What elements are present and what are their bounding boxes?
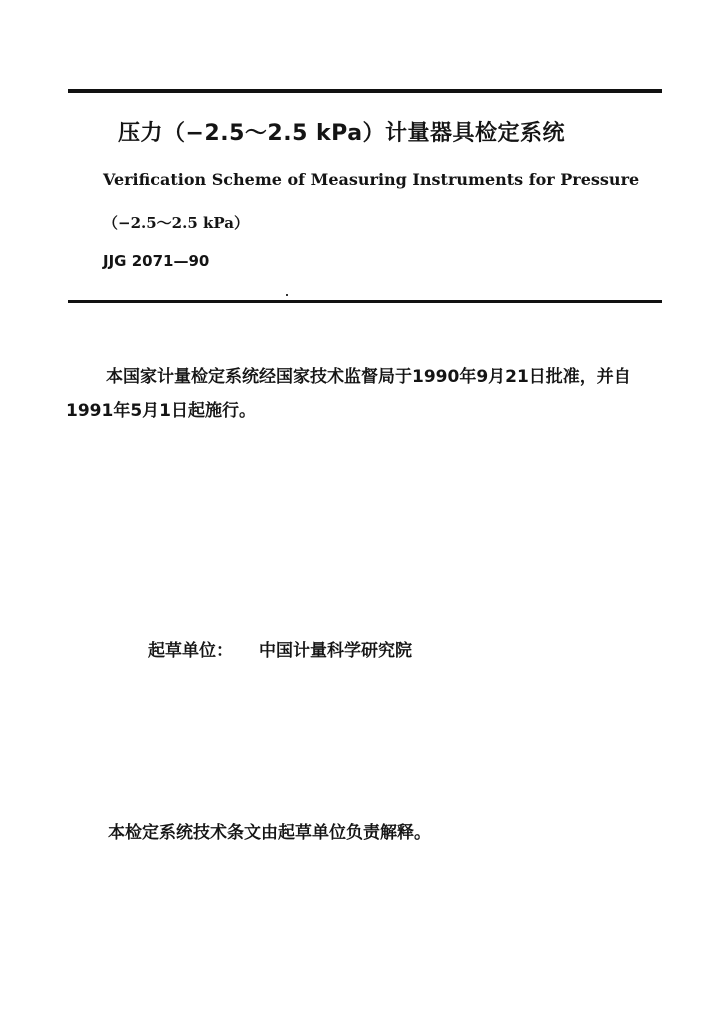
drafting-unit-label: 起草单位：	[148, 641, 233, 661]
scan-speck	[286, 294, 288, 296]
top-rule	[68, 89, 662, 93]
drafting-unit	[148, 636, 412, 661]
approval-paragraph: 本国家计量检定系统经国家技术监督局于1990年9月21日批准，并自1991年5月1日起施行。	[66, 367, 631, 421]
title-chinese: 压力（−2.5～2.5 kPa）计量器具检定系统	[118, 121, 566, 146]
interpretation-note: 本检定系统技术条文由起草单位负责解释。	[108, 823, 431, 843]
title-english: Verification Scheme of Measuring Instruments for Pressure	[103, 170, 640, 189]
bottom-rule	[68, 300, 662, 303]
title-range: （−2.5～2.5 kPa）	[103, 214, 249, 232]
drafting-unit-value: 中国计量科学研究院	[259, 641, 412, 661]
document-code: JJG 2071—90	[103, 252, 210, 270]
